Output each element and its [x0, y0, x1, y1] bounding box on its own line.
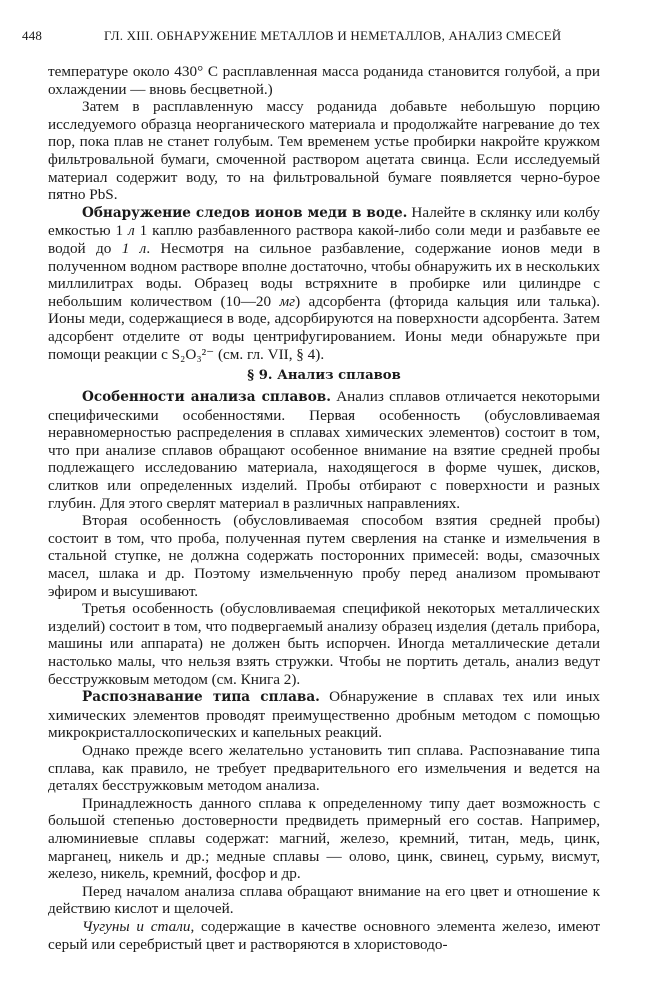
section-heading: § 9. Анализ сплавов: [247, 368, 401, 384]
paragraph-title: Распознавание типа сплава.: [82, 689, 320, 706]
italic-term: Чугуны и стали: [82, 917, 191, 935]
paragraph-title: Обнаружение следов ионов меди в воде.: [82, 204, 408, 221]
paragraph-third-feature: Третья особенность (обусловливаемая спецификой некоторых металлических изделий) состоит в том, что подвергаемый анализу образец изделия (деталь прибора, машины или аппарата) не должен быть испорчен. Иногда металлические детали настолько малы, что нельзя взять стружки. Чтобы не портить деталь, анализ ведут бесстружковым методом (см. Книга 2).: [48, 600, 600, 688]
paragraph-alloy-type: Распознавание типа сплава. Обнаружение в сплавах тех или иных химических элементов проводят преимущественно дробным методом с помощью микрокристаллоскопических и капельных реакций.: [48, 688, 600, 742]
paragraph-cast-iron: Чугуны и стали, содержащие в качестве основного элемента железо, имеют серый или серебристый цвет и растворяются в хлористоводо-: [48, 917, 600, 953]
page-header: [22, 28, 593, 52]
paragraph-continuation: температуре около 430° С расплавленная масса роданида становится голубой, а при охлаждении — вновь бесцветной.): [48, 63, 600, 98]
main-text: [48, 63, 600, 953]
running-head: ГЛ. XIII. ОБНАРУЖЕНИЕ МЕТАЛЛОВ И НЕМЕТАЛЛОВ, АНАЛИЗ СМЕСЕЙ: [104, 28, 562, 43]
paragraph-color-acids: Перед началом анализа сплава обращают внимание на его цвет и отношение к действию кислот и щелочей.: [48, 882, 600, 918]
paragraph-lead-test: Затем в расплавленную массу роданида добавьте небольшую порцию исследуемого образца неорганического материала и продолжайте нагревание до тех пор, пока плав не станет голубым. Тем временем устье пробирки накройте кружком фильтровальной бумаги, смоченной раствором ацетата свинца. Если исследуемый материал содержит воду, то на фильтровальной бумаге появляется черно-бурое пятно PbS.: [48, 98, 600, 204]
paragraph-type-first: Однако прежде всего желательно установить тип сплава. Распознавание типа сплава, как правило, не требует предварительного его измельчения и ведется на деталях бесстружковым методом анализа.: [48, 741, 600, 795]
paragraph-copper-traces: Обнаружение следов ионов меди в воде. Налейте в склянку или колбу емкостью 1 л 1 каплю разбавленного раствора какой-либо соли меди и разбавьте ее водой до 1 л. Несмотря на сильное разбавление, содержание ионов меди в полученном водном растворе вполне достаточно, чтобы обнаружить их в нескольких миллилитрах воды. Образец воды встряхните в пробирке или цилиндре с небольшим количеством (10—20 мг) адсорбента (фторида кальция или талька). Ионы меди, содержащиеся в воде, адсорбируются на поверхности адсорбента. Затем адсорбент отделите от воды центрифугированием. Ионы меди обнаружьте при помощи реакции с S₂O₃²⁻ (см. гл. VII, § 4).: [48, 203, 600, 363]
paragraph-second-feature: Вторая особенность (обусловливаемая способом взятия средней пробы) состоит в том, что проба, полученная путем сверления на станке и измельчения в стальной ступке, не должна содержать посторонних примесей: воды, смазочных масел, шлака и др. Поэтому измельченную пробу перед анализом промывают эфиром и высушивают.: [48, 512, 600, 600]
paragraph-title: Особенности анализа сплавов.: [82, 389, 331, 406]
page-number: 448: [22, 28, 43, 43]
paragraph-alloy-features: Особенности анализа сплавов. Анализ сплавов отличается некоторыми специфическими особенностями. Первая особенность (обусловливаемая неравномерностью распределения в сплавах химических элементов) состоит в том, что при анализе сплавов обращают особенное внимание на взятие средней пробы подлежащего исследованию материала, находящегося в форме чушек, дисков, слитков или определенных изделий. Пробы отбирают с поверхности и разных глубин. Для этого сверлят материал в различных направлениях.: [48, 388, 600, 512]
paragraph-composition: Принадлежность данного сплава к определенному типу дает возможность с большой степенью достоверности предвидеть примерный его состав. Например, алюминиевые сплавы содержат: магний, железо, кремний, титан, медь, цинк, марганец, никель и др.; медные сплавы — олово, цинк, свинец, сурьму, висмут, железо, никель, кремний, фосфор и др.: [48, 794, 600, 883]
